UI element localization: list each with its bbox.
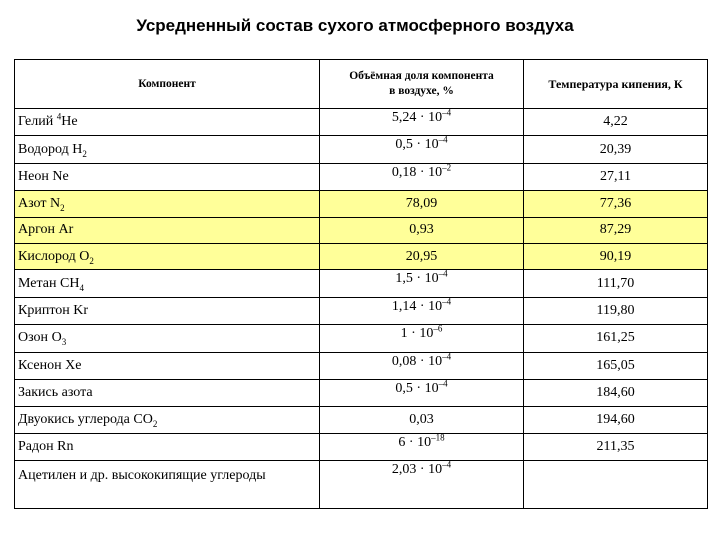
formula-subscript: 2 (152, 418, 158, 429)
chemical-formula: Ar (58, 222, 74, 238)
boiling-point-cell (524, 109, 708, 136)
volume-fraction-cell (320, 352, 524, 379)
boiling-point-value: 165,05 (596, 357, 635, 373)
component-cell (15, 163, 320, 190)
component-name: Гелий (18, 114, 54, 130)
component-name: Двуокись углерода (18, 411, 130, 427)
boiling-point-value: 184,60 (596, 385, 635, 401)
component-cell (15, 217, 320, 243)
chemical-formula: He (61, 114, 78, 130)
component-cell (15, 297, 320, 324)
component-name: Метан (18, 275, 57, 291)
boiling-point-cell (524, 325, 708, 352)
volume-exponent: –4 (438, 378, 448, 389)
component-cell (15, 352, 320, 379)
table-row (15, 243, 708, 269)
volume-fraction-cell (320, 136, 524, 163)
boiling-point-cell (524, 243, 708, 269)
component-name: Озон (18, 330, 49, 346)
component-name: Аргон (18, 222, 55, 238)
volume-fraction-cell (320, 297, 524, 324)
component-cell (15, 109, 320, 136)
table-row (15, 191, 708, 217)
volume-fraction-cell (320, 407, 524, 433)
volume-fraction-cell (320, 325, 524, 352)
composition-table (14, 59, 708, 509)
boiling-point-cell (524, 407, 708, 433)
volume-mantissa: 6 · 10 (398, 434, 432, 450)
table-row (15, 461, 708, 509)
table-row (15, 379, 708, 406)
volume-exponent: –4 (442, 296, 452, 307)
boiling-point-value: 27,11 (600, 168, 631, 184)
volume-fraction-cell (320, 109, 524, 136)
volume-fraction-cell (320, 163, 524, 190)
table-row (15, 352, 708, 379)
header-component (15, 60, 320, 109)
volume-exponent: –4 (442, 107, 452, 118)
table-row (15, 433, 708, 460)
component-cell (15, 461, 320, 509)
volume-fraction-cell (320, 461, 524, 509)
volume-mantissa: 1,14 · 10 (391, 298, 443, 314)
boiling-point-cell (524, 217, 708, 243)
volume-fraction-cell (320, 243, 524, 269)
chemical-formula: O (51, 330, 62, 346)
boiling-point-value: 119,80 (596, 302, 635, 318)
component-cell (15, 243, 320, 269)
component-cell (15, 136, 320, 163)
component-cell (15, 270, 320, 297)
volume-mantissa: 1,5 · 10 (395, 271, 439, 287)
component-cell (15, 433, 320, 460)
component-name: Ацетилен и др. высококипящие углероды (18, 468, 266, 484)
chemical-formula: N (50, 195, 61, 211)
header-volume-line2: в воздухе, % (389, 85, 454, 97)
table-row (15, 217, 708, 243)
volume-exponent: –4 (438, 268, 448, 279)
volume-mantissa: 0,5 · 10 (395, 137, 439, 153)
boiling-point-value: 87,29 (599, 222, 632, 238)
isotope-number: 4 (56, 111, 62, 122)
boiling-point-cell (524, 191, 708, 217)
table-row (15, 136, 708, 163)
header-volume-fraction (320, 60, 524, 109)
table-body (15, 109, 708, 509)
component-cell (15, 407, 320, 433)
component-name: Радон (18, 438, 54, 454)
chemical-formula: CO (133, 411, 153, 427)
volume-mantissa: 0,93 (409, 222, 434, 238)
volume-exponent: –18 (431, 432, 445, 443)
component-name: Неон (18, 168, 49, 184)
volume-fraction-cell (320, 217, 524, 243)
component-name: Кислород (18, 248, 76, 264)
boiling-point-value: 111,70 (596, 275, 635, 291)
chemical-formula: CH (59, 275, 80, 291)
boiling-point-cell (524, 433, 708, 460)
volume-mantissa: 78,09 (405, 195, 438, 211)
formula-subscript: 2 (82, 148, 87, 159)
chemical-formula: Xe (65, 357, 82, 373)
boiling-point-cell (524, 297, 708, 324)
boiling-point-cell (524, 270, 708, 297)
volume-mantissa: 0,03 (409, 411, 434, 427)
boiling-point-value: 90,19 (599, 248, 632, 264)
component-name: Ксенон (18, 357, 62, 373)
header-component-label: Компонент (138, 77, 196, 90)
component-cell (15, 191, 320, 217)
page-title: Усредненный состав сухого атмосферного воздуха (136, 16, 574, 35)
boiling-point-cell (524, 379, 708, 406)
header-boiling-point (524, 60, 708, 109)
formula-subscript: 3 (61, 337, 67, 348)
volume-exponent: –4 (442, 459, 452, 470)
volume-fraction-cell (320, 191, 524, 217)
chemical-formula: Kr (73, 302, 89, 318)
formula-subscript: 2 (60, 202, 65, 213)
component-name: Закись азота (18, 385, 93, 401)
table-row (15, 297, 708, 324)
header-volume-line1: Объёмная доля компонента (349, 70, 494, 82)
component-cell (15, 379, 320, 406)
boiling-point-value: 4,22 (603, 114, 628, 130)
table-header-row (15, 60, 708, 109)
formula-subscript: 4 (79, 282, 84, 293)
volume-exponent: –4 (438, 134, 448, 145)
boiling-point-value: 211,35 (596, 438, 635, 454)
table-row (15, 270, 708, 297)
component-name: Азот (18, 195, 47, 211)
volume-exponent: –6 (433, 323, 443, 334)
chemical-formula: Ne (52, 168, 69, 184)
volume-mantissa: 0,08 · 10 (391, 353, 443, 369)
volume-mantissa: 0,5 · 10 (395, 380, 439, 396)
volume-mantissa: 0,18 · 10 (391, 164, 443, 180)
boiling-point-cell (524, 136, 708, 163)
volume-mantissa: 5,24 · 10 (391, 110, 443, 125)
chemical-formula: Rn (57, 438, 74, 454)
table-row (15, 109, 708, 136)
boiling-point-value: 77,36 (599, 195, 632, 211)
volume-fraction-cell (320, 433, 524, 460)
component-cell (15, 325, 320, 352)
table-row (15, 325, 708, 352)
header-boiling-label: Температура кипения, К (548, 76, 683, 91)
volume-exponent: –2 (442, 162, 452, 173)
boiling-point-value: 161,25 (596, 330, 635, 346)
volume-fraction-cell (320, 379, 524, 406)
boiling-point-cell (524, 163, 708, 190)
boiling-point-cell (524, 352, 708, 379)
component-name: Криптон (18, 302, 70, 318)
table-row (15, 407, 708, 433)
volume-mantissa: 20,95 (405, 248, 438, 264)
boiling-point-cell (524, 461, 708, 509)
volume-mantissa: 1 · 10 (400, 326, 434, 342)
table-row (15, 163, 708, 190)
volume-exponent: –4 (442, 350, 452, 361)
formula-subscript: 2 (89, 255, 94, 266)
boiling-point-value: 194,60 (596, 411, 635, 427)
component-name: Водород (18, 141, 69, 157)
chemical-formula: O (79, 248, 90, 264)
volume-fraction-cell (320, 270, 524, 297)
boiling-point-value: 20,39 (599, 141, 632, 157)
chemical-formula: H (72, 141, 83, 157)
volume-mantissa: 2,03 · 10 (391, 462, 443, 478)
